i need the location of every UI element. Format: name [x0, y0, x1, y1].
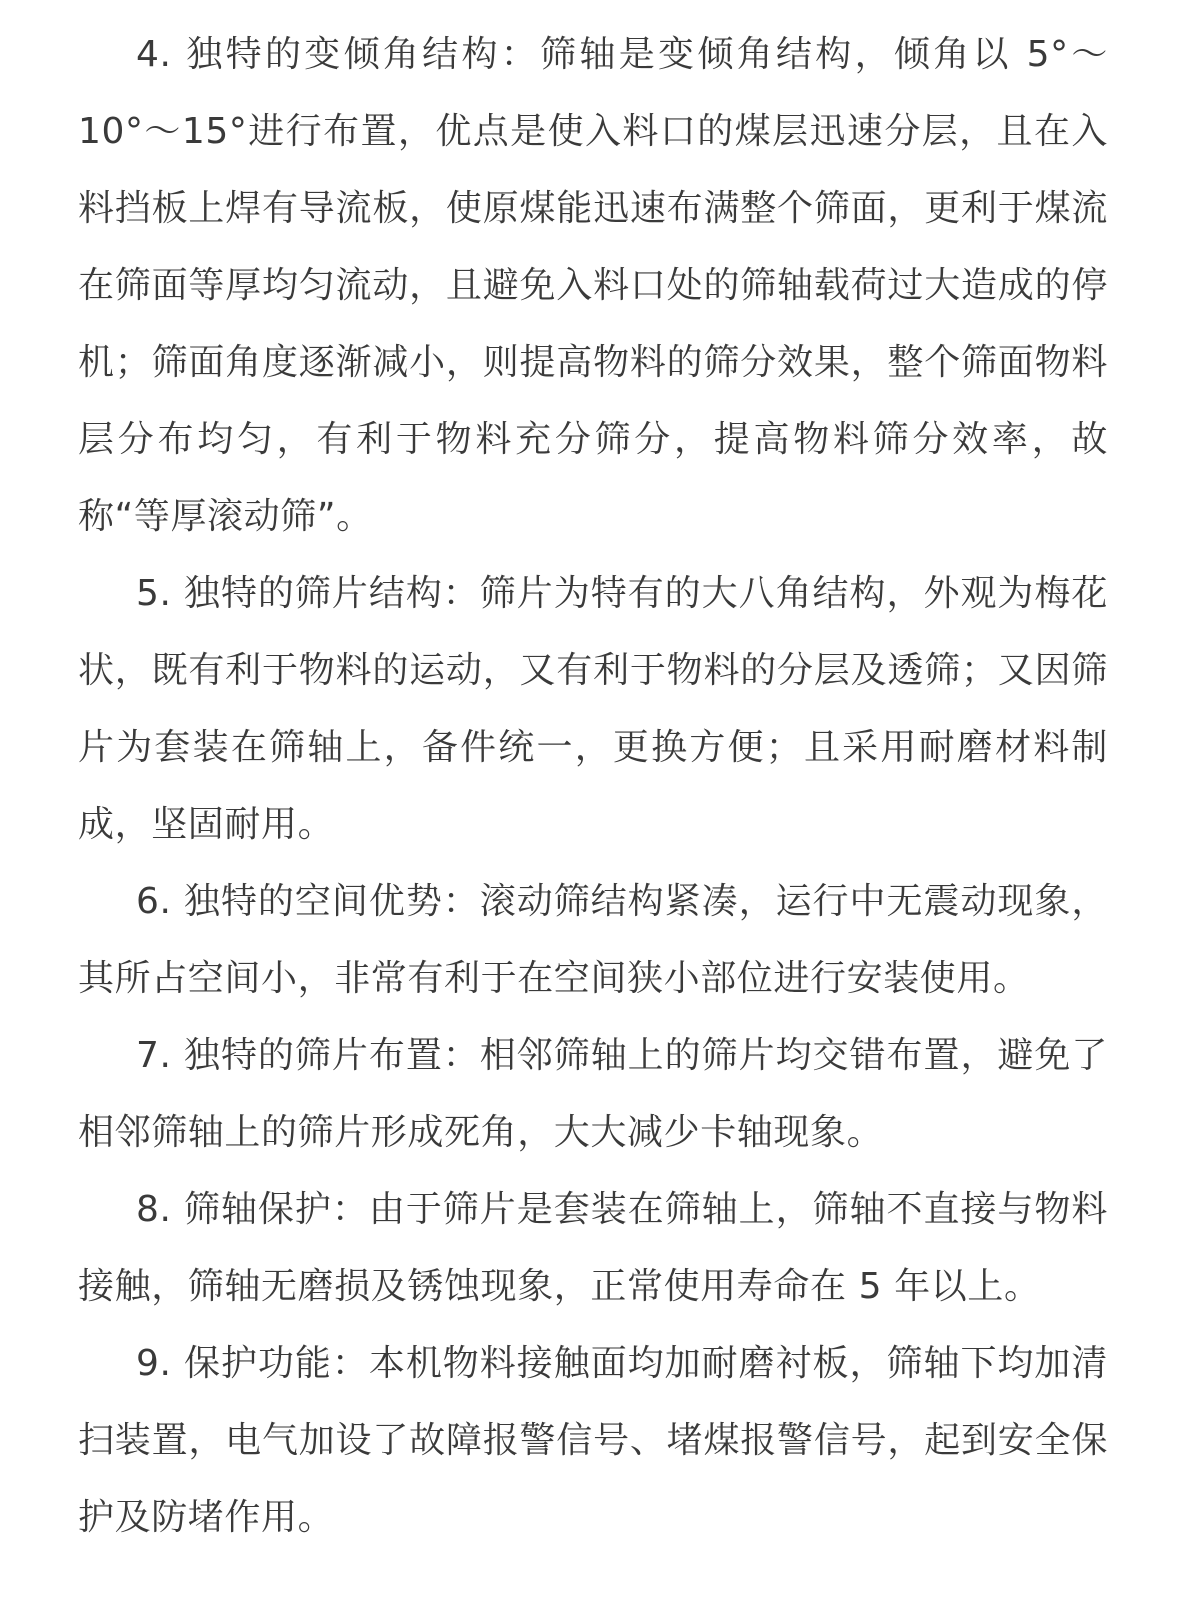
paragraph-text: 筛轴保护：由于筛片是套装在筛轴上，筛轴不直接与物料接触，筛轴无磨损及锈蚀现象，正常使用寿命在 5 年以上。	[78, 1189, 1108, 1307]
paragraph-number: 5.	[136, 573, 172, 614]
paragraph-9	[78, 1325, 1108, 1556]
paragraph-text: 独特的筛片结构：筛片为特有的大八角结构，外观为梅花状，既有利于物料的运动，又有利于物料的分层及透筛；又因筛片为套装在筛轴上，备件统一，更换方便；且采用耐磨材料制成，坚固耐用。	[78, 573, 1108, 845]
paragraph-7	[78, 1017, 1108, 1171]
paragraph-number: 4.	[136, 34, 172, 75]
paragraph-5	[78, 555, 1108, 863]
paragraph-4	[78, 16, 1108, 555]
paragraph-8	[78, 1171, 1108, 1325]
paragraph-text: 独特的空间优势：滚动筛结构紧凑，运行中无震动现象，其所占空间小，非常有利于在空间狭小部位进行安装使用。	[78, 881, 1108, 999]
document-body	[78, 16, 1108, 1556]
paragraph-number: 7.	[136, 1035, 172, 1076]
paragraph-text: 保护功能：本机物料接触面均加耐磨衬板，筛轴下均加清扫装置，电气加设了故障报警信号、堵煤报警信号，起到安全保护及防堵作用。	[78, 1343, 1108, 1538]
paragraph-6	[78, 863, 1108, 1017]
paragraph-number: 6.	[136, 881, 172, 922]
paragraph-text: 独特的变倾角结构：筛轴是变倾角结构，倾角以 5°～10°～15°进行布置，优点是使入料口的煤层迅速分层，且在入料挡板上焊有导流板，使原煤能迅速布满整个筛面，更利于煤流在筛面等厚均匀流动，且避免入料口处的筛轴载荷过大造成的停机；筛面角度逐渐减小，则提高物料的筛分效果，整个筛面物料层分布均匀，有利于物料充分筛分，提高物料筛分效率，故称“等厚滚动筛”。	[78, 34, 1108, 537]
paragraph-number: 8.	[136, 1189, 172, 1230]
paragraph-number: 9.	[136, 1343, 172, 1384]
paragraph-text: 独特的筛片布置：相邻筛轴上的筛片均交错布置，避免了相邻筛轴上的筛片形成死角，大大减少卡轴现象。	[78, 1035, 1108, 1153]
